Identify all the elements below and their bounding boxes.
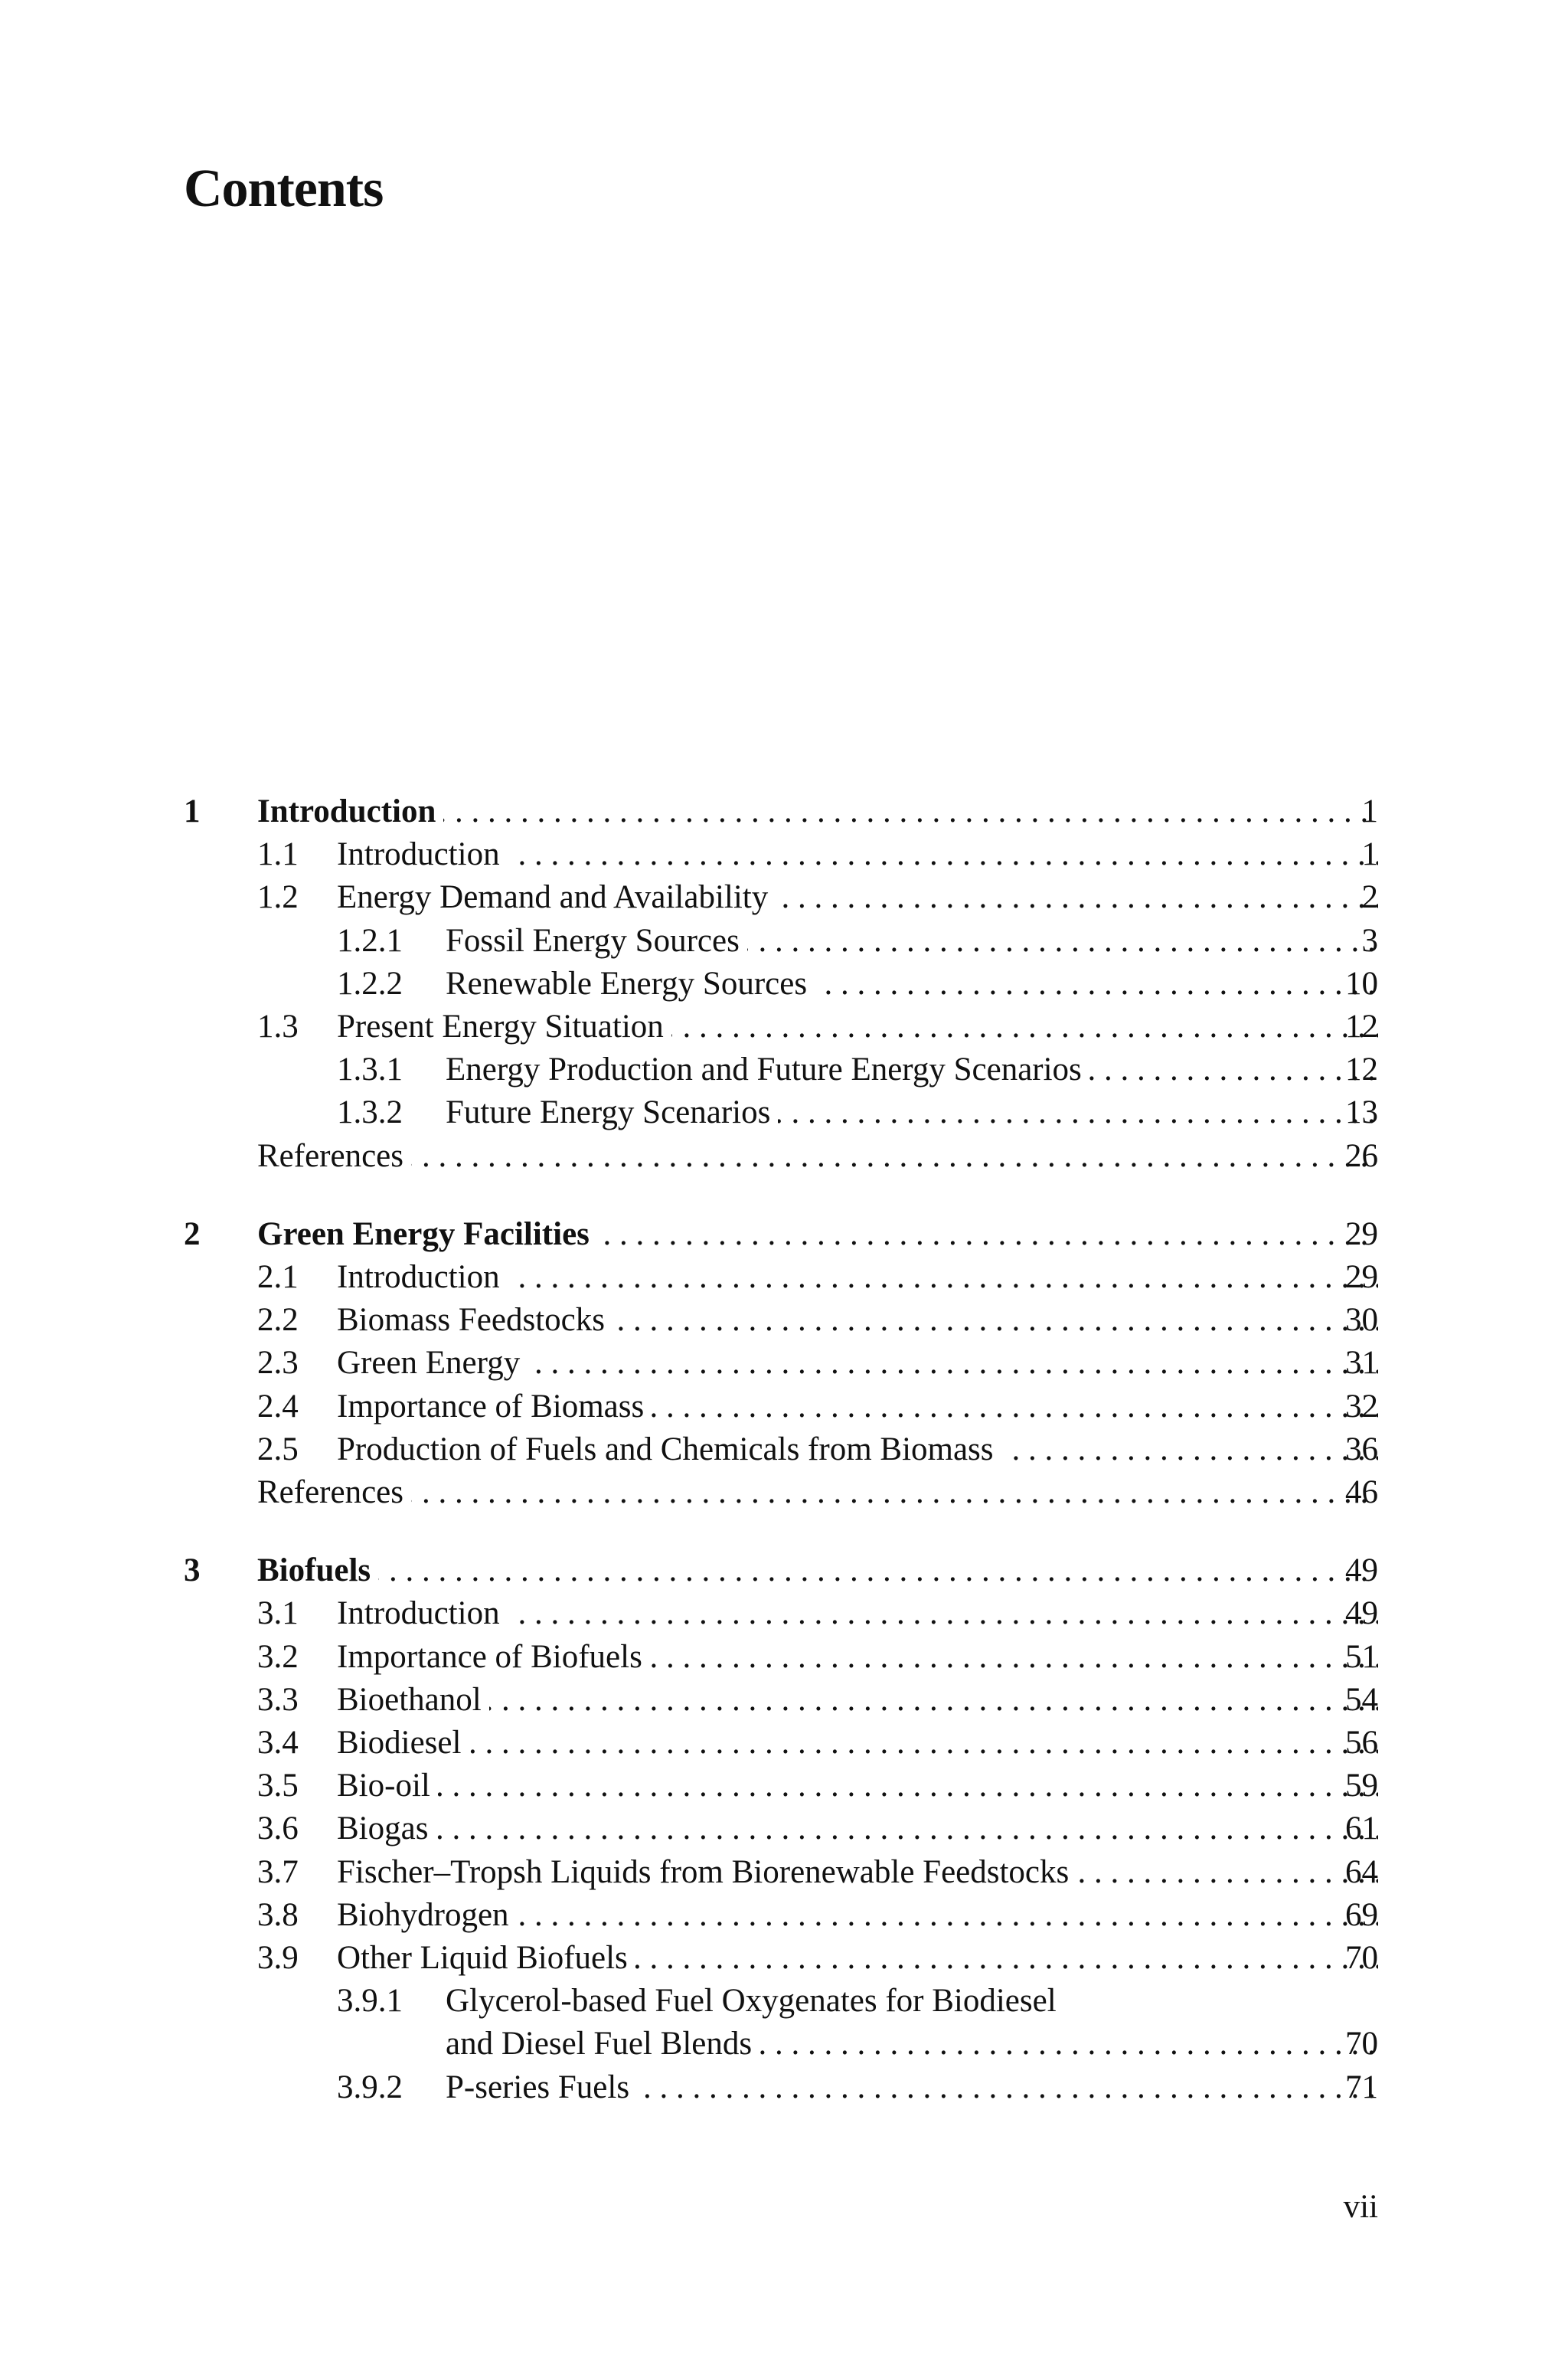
toc-entry[interactable] xyxy=(0,1592,1568,1635)
toc-entry-number: 3.5 xyxy=(257,1768,299,1804)
toc-entry[interactable] xyxy=(0,1636,1568,1679)
toc-entry-page: 61 xyxy=(1345,1810,1378,1847)
toc-entry-number: 1.2 xyxy=(257,879,299,916)
toc-entry-number: 3.2 xyxy=(257,1638,299,1675)
toc-entry-title: References xyxy=(257,1138,411,1174)
toc-entry-page: 49 xyxy=(1345,1552,1378,1589)
toc-entry-title: Importance of Biomass xyxy=(337,1389,652,1425)
toc-entry[interactable] xyxy=(0,2023,1568,2066)
toc-entry-title: Green Energy xyxy=(337,1345,528,1381)
toc-entry-number: 3.1 xyxy=(257,1595,299,1632)
toc-entry-title: Production of Fuels and Chemicals from Biomass xyxy=(337,1431,1001,1467)
toc-entry-title: Biodiesel xyxy=(337,1725,469,1761)
toc-entry-title: Biofuels xyxy=(257,1552,378,1588)
toc-entry-number: 3.3 xyxy=(257,1681,299,1718)
toc-entry-number: 3.9 xyxy=(257,1940,299,1976)
toc-entry-page: 26 xyxy=(1345,1137,1378,1174)
toc-entry-title: Bioethanol xyxy=(337,1682,489,1718)
toc-entry-page: 32 xyxy=(1345,1388,1378,1425)
toc-entry-number: 2.1 xyxy=(257,1259,299,1295)
toc-entry-page: 51 xyxy=(1345,1638,1378,1675)
toc-entry[interactable] xyxy=(0,1342,1568,1385)
toc-entry-number: 1.3.2 xyxy=(337,1094,403,1131)
toc-entry[interactable] xyxy=(0,1385,1568,1428)
toc-entry-number: 3 xyxy=(184,1552,201,1589)
toc-entry-number: 2 xyxy=(184,1215,201,1252)
toc-entry[interactable] xyxy=(0,1980,1568,2023)
toc-entry-title: and Diesel Fuel Blends xyxy=(446,2026,760,2062)
toc-entry[interactable] xyxy=(0,920,1568,963)
toc-entry-page: 12 xyxy=(1345,1009,1378,1045)
toc-entry-title: Energy Production and Future Energy Scenarios xyxy=(446,1052,1089,1088)
toc-entry-title: Bio-oil xyxy=(337,1768,438,1804)
toc-entry-title: Energy Demand and Availability xyxy=(337,879,776,915)
toc-entry-number: 1.2.1 xyxy=(337,922,403,959)
toc-entry-number: 2.2 xyxy=(257,1302,299,1339)
toc-entry[interactable] xyxy=(0,2066,1568,2109)
toc-entry-page: 29 xyxy=(1345,1259,1378,1295)
toc-entry-title: Importance of Biofuels xyxy=(337,1639,650,1675)
toc-entry-title: Biohydrogen xyxy=(337,1897,517,1933)
toc-entry-title: References xyxy=(257,1474,411,1510)
toc-entry-number: 1.3.1 xyxy=(337,1052,403,1088)
toc-entry[interactable] xyxy=(0,1679,1568,1722)
toc-entry-page: 46 xyxy=(1345,1474,1378,1510)
toc-entry-page: 12 xyxy=(1345,1052,1378,1088)
toc-entry-number: 1.3 xyxy=(257,1009,299,1045)
toc-entry-title: Introduction xyxy=(337,836,508,872)
toc-entry-number: 1 xyxy=(184,793,201,829)
toc-entry[interactable] xyxy=(0,1135,1568,1178)
toc-entry[interactable] xyxy=(0,1722,1568,1765)
toc-entry[interactable] xyxy=(0,833,1568,876)
toc-entry[interactable] xyxy=(0,1894,1568,1937)
toc-entry-page: 3 xyxy=(1361,922,1378,959)
toc-entry-page: 56 xyxy=(1345,1725,1378,1761)
toc-entry-title: Present Energy Situation xyxy=(337,1009,671,1045)
toc-entry-title: Biogas xyxy=(337,1810,436,1846)
toc-entry-title: Glycerol-based Fuel Oxygenates for Biodiesel xyxy=(446,1983,1064,2019)
toc-entry-title: Renewable Energy Sources xyxy=(446,966,815,1002)
toc-entry-title: P-series Fuels xyxy=(446,2069,637,2105)
toc-entry-number: 3.4 xyxy=(257,1725,299,1761)
toc-entry[interactable] xyxy=(0,1937,1568,1980)
toc-entry[interactable] xyxy=(0,1765,1568,1807)
toc-chapter-entry[interactable] xyxy=(0,1213,1568,1256)
toc-entry-title: Fossil Energy Sources xyxy=(446,923,747,959)
toc-entry-page: 64 xyxy=(1345,1853,1378,1890)
toc-entry-title: Introduction xyxy=(337,1595,508,1631)
toc-entry-title: Green Energy Facilities xyxy=(257,1216,597,1252)
toc-entry-title: Fischer–Tropsh Liquids from Biorenewable Feedstocks xyxy=(337,1854,1076,1890)
toc-entry-page: 1 xyxy=(1361,836,1378,873)
toc-entry-page: 54 xyxy=(1345,1681,1378,1718)
toc-entry[interactable] xyxy=(0,1807,1568,1850)
toc-entry-page: 2 xyxy=(1361,879,1378,916)
toc-entry-title: Introduction xyxy=(337,1259,508,1295)
toc-entry-page: 30 xyxy=(1345,1302,1378,1339)
toc-entry-page: 10 xyxy=(1345,965,1378,1002)
toc-entry[interactable] xyxy=(0,1851,1568,1894)
toc-entry-number: 3.6 xyxy=(257,1810,299,1847)
toc-entry-page: 70 xyxy=(1345,2026,1378,2062)
toc-chapter-entry[interactable] xyxy=(0,790,1568,833)
toc-entry[interactable] xyxy=(0,1299,1568,1342)
toc-entry[interactable] xyxy=(0,1428,1568,1471)
toc-entry-number: 2.5 xyxy=(257,1431,299,1467)
toc-entry-page: 29 xyxy=(1345,1215,1378,1252)
toc-entry-number: 3.8 xyxy=(257,1896,299,1933)
toc-entry-number: 1.2.2 xyxy=(337,965,403,1002)
toc-entry[interactable] xyxy=(0,963,1568,1006)
toc-entry-page: 31 xyxy=(1345,1345,1378,1382)
toc-entry[interactable] xyxy=(0,1256,1568,1299)
toc-entry-page: 69 xyxy=(1345,1896,1378,1933)
toc-entry-number: 3.9.2 xyxy=(337,2069,403,2105)
toc-entry-title: Future Energy Scenarios xyxy=(446,1094,778,1130)
toc-chapter-entry[interactable] xyxy=(0,1549,1568,1592)
toc-entry-page: 1 xyxy=(1361,793,1378,829)
toc-entry-number: 2.4 xyxy=(257,1388,299,1425)
toc-entry-page: 49 xyxy=(1345,1595,1378,1632)
toc-entry-number: 2.3 xyxy=(257,1345,299,1382)
toc-entry-page: 13 xyxy=(1345,1094,1378,1131)
toc-entry-page: 71 xyxy=(1345,2069,1378,2105)
toc-entry-title: Introduction xyxy=(257,793,443,829)
toc-entry[interactable] xyxy=(0,876,1568,919)
page-title: Contents xyxy=(184,159,384,218)
toc-entry-page: 59 xyxy=(1345,1768,1378,1804)
toc-entry-number: 3.7 xyxy=(257,1853,299,1890)
toc-entry[interactable] xyxy=(0,1471,1568,1514)
toc-entry-title: Other Liquid Biofuels xyxy=(337,1940,635,1976)
toc-entry[interactable] xyxy=(0,1006,1568,1048)
toc-entry-title: Biomass Feedstocks xyxy=(337,1302,612,1338)
toc-entry[interactable] xyxy=(0,1048,1568,1091)
toc-entry-page: 36 xyxy=(1345,1431,1378,1467)
page-number: vii xyxy=(1343,2189,1378,2225)
toc-entry[interactable] xyxy=(0,1091,1568,1134)
toc-entry-number: 1.1 xyxy=(257,836,299,873)
toc-entry-number: 3.9.1 xyxy=(337,1983,403,2020)
toc-entry-page: 70 xyxy=(1345,1940,1378,1976)
